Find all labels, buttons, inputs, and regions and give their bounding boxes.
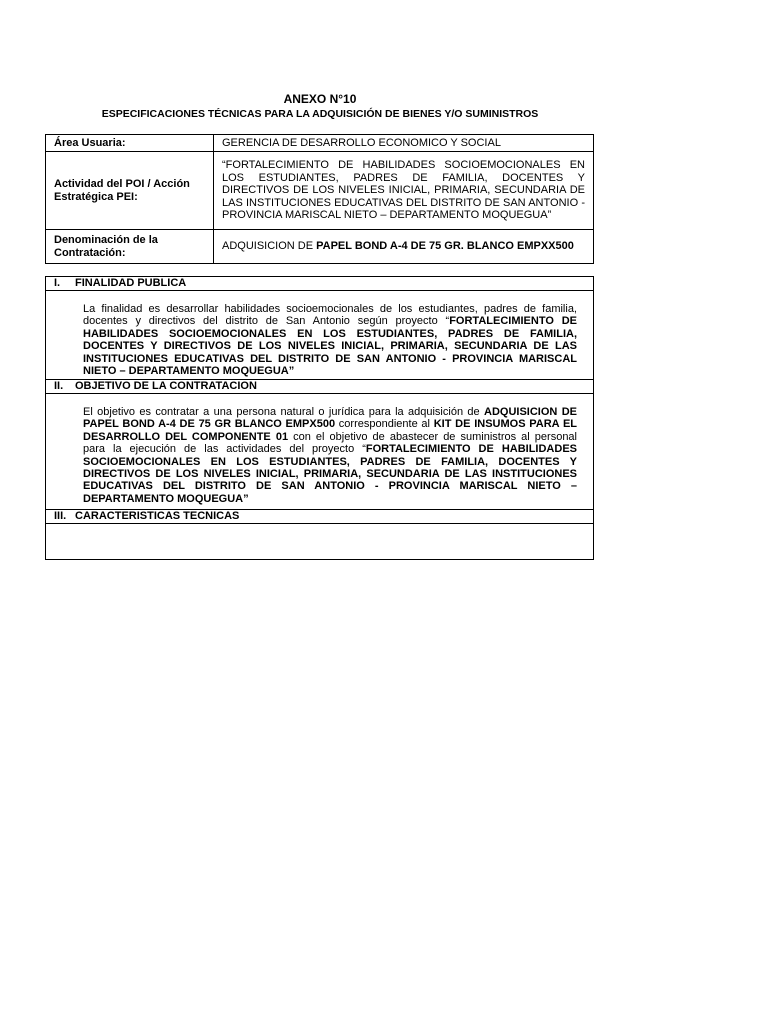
area-value: GERENCIA DE DESARROLLO ECONOMICO Y SOCIAL: [214, 135, 594, 152]
denominacion-prefix: ADQUISICION DE: [222, 240, 317, 253]
section-header-finalidad: [46, 277, 594, 291]
section-header-objetivo: [46, 380, 594, 394]
finalidad-text: La finalidad es desarrollar habilidades socioemocionales de los estudiantes, padres de familia, docentes y directivos del distrito de San Antonio según proyecto “: [83, 303, 577, 328]
denominacion-item: PAPEL BOND A-4 DE 75 GR. BLANCO EMPXX500: [316, 240, 574, 253]
document-title: ANEXO N°10: [283, 92, 357, 106]
actividad-label: [46, 152, 214, 230]
caracteristicas-body: [46, 524, 594, 560]
section-title-caracteristicas: CARACTERISTICAS TECNICAS: [75, 510, 594, 524]
objetivo-paragraph: [46, 394, 594, 510]
section-body-finalidad: [46, 291, 594, 380]
actividad-label-line1: Actividad del POI / Acción: [54, 178, 190, 191]
info-table: [45, 134, 594, 264]
objetivo-text-3: con el objetivo de abastecer de suministros al personal para la ejecución de las actividades del proyecto “: [83, 430, 577, 456]
area-label: Área Usuaria:: [46, 135, 214, 152]
info-row-denominacion: [46, 230, 594, 264]
section-title-finalidad: FINALIDAD PUBLICA: [75, 277, 594, 291]
section-number: III.: [46, 510, 76, 524]
section-number: II.: [46, 380, 76, 394]
section-title-objetivo: OBJETIVO DE LA CONTRATACION: [75, 380, 594, 394]
denominacion-label-line1: Denominación de la: [54, 234, 158, 247]
sections-table: [45, 276, 594, 560]
objetivo-item: ADQUISICION DE PAPEL BOND A-4 DE 75 GR BLANCO EMPX500: [83, 406, 577, 431]
objetivo-text-2: correspondiente al: [335, 418, 434, 431]
info-row-area: [46, 135, 594, 152]
document-subtitle: ESPECIFICACIONES TÉCNICAS PARA LA ADQUISICIÓN DE BIENES Y/O SUMINISTROS: [101, 108, 539, 120]
finalidad-paragraph: [46, 291, 594, 380]
info-row-actividad: [46, 152, 594, 230]
objetivo-kit: KIT DE INSUMOS PARA EL DESARROLLO DEL COMPONENTE 01: [83, 418, 577, 443]
denominacion-value: [214, 230, 594, 264]
section-body-caracteristicas: [46, 524, 594, 560]
objetivo-text-1: El objetivo es contratar a una persona natural o jurídica para la adquisición de: [83, 406, 485, 418]
section-header-caracteristicas: [46, 510, 594, 524]
section-number: I.: [46, 277, 76, 291]
finalidad-project-name: FORTALECIMIENTO DE HABILIDADES SOCIOEMOCIONALES EN LOS ESTUDIANTES, PADRES DE FAMILIA, DOCENTES Y DIRECTIVOS DE LOS NIVELES INICIAL, PRIMARIA, SECUNDARIA DE LAS INSTITUCIONES EDUCATIVAS DEL DISTRITO DE SAN ANTONIO - PROVINCIA MARISCAL NIETO – DEPARTAMENTO MOQUEGUA”: [83, 315, 578, 378]
denominacion-label-line2: Contratación:: [54, 246, 126, 259]
actividad-label-line2: Estratégica PEI:: [54, 190, 138, 203]
section-body-objetivo: [46, 394, 594, 510]
actividad-value: “FORTALECIMIENTO DE HABILIDADES SOCIOEMOCIONALES EN LOS ESTUDIANTES, PADRES DE FAMILIA, DOCENTES Y DIRECTIVOS DE LOS NIVELES INICIAL, PRIMARIA, SECUNDARIA DE LAS INSTITUCIONES EDUCATIVAS DEL DISTRITO DE SAN ANTONIO - PROVINCIA MARISCAL NIETO – DEPARTAMENTO MOQUEGUA”: [214, 152, 594, 230]
objetivo-project-name: FORTALECIMIENTO DE HABILIDADES SOCIOEMOCIONALES EN LOS ESTUDIANTES, PADRES DE FAMILIA, DOCENTES Y DIRECTIVOS DE LOS NIVELES INICIAL, PRIMARIA, SECUNDARIA DE LAS INSTITUCIONES EDUCATIVAS DEL DISTRITO DE SAN ANTONIO - PROVINCIA MARISCAL NIETO – DEPARTAMENTO MOQUEGUA”: [83, 443, 577, 505]
denominacion-label: [46, 230, 214, 264]
